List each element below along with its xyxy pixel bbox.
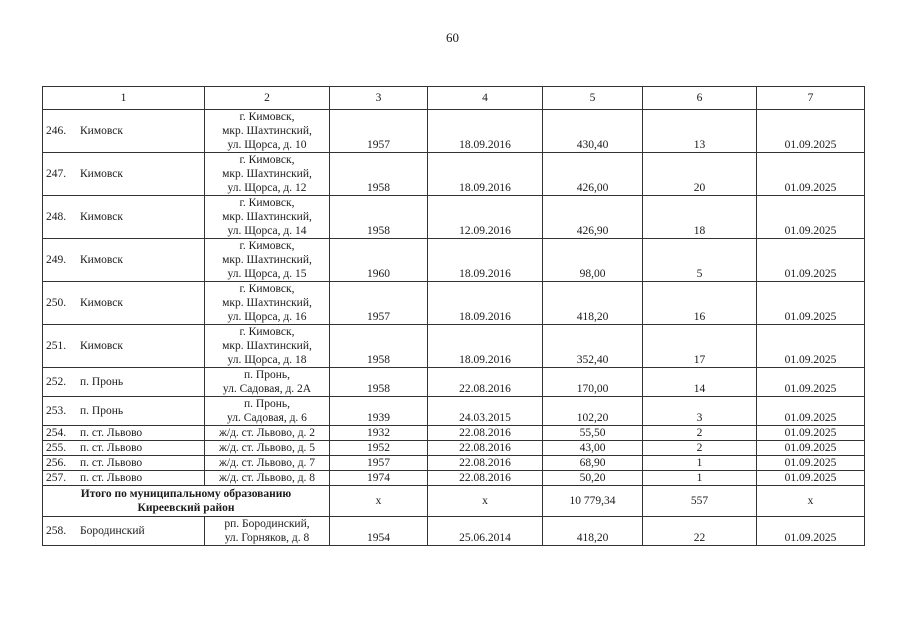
area-cell: 352,40 — [543, 325, 643, 368]
address-cell — [205, 239, 330, 282]
date-cell: 18.09.2016 — [428, 239, 543, 282]
settlement-cell — [43, 282, 205, 325]
column-header: 3 — [330, 87, 428, 110]
date-cell: 12.09.2016 — [428, 196, 543, 239]
address-cell — [205, 368, 330, 397]
year-cell: 1957 — [330, 282, 428, 325]
address-cell — [205, 196, 330, 239]
settlement-cell — [43, 471, 205, 486]
settlement-cell — [43, 110, 205, 153]
date-cell: 18.09.2016 — [428, 110, 543, 153]
address-cell — [205, 471, 330, 486]
settlement-name: п. Пронь — [80, 376, 124, 388]
area-cell: 170,00 — [543, 368, 643, 397]
row-number: 253. — [46, 405, 67, 417]
address-line: мкр. Шахтинский, — [222, 125, 312, 137]
address-line: г. Кимовск, — [239, 326, 295, 338]
date-cell: 18.09.2016 — [428, 153, 543, 196]
date-cell: 22.08.2016 — [428, 368, 543, 397]
count-cell: 2 — [643, 426, 757, 441]
row-number: 247. — [46, 168, 67, 180]
row-number: 250. — [46, 297, 67, 309]
address-cell — [205, 110, 330, 153]
settlement-name: Бородинский — [80, 525, 145, 537]
table-row — [43, 397, 865, 426]
settlement-name: п. ст. Львово — [80, 472, 143, 484]
area-cell: 418,20 — [543, 517, 643, 546]
deadline-cell: 01.09.2025 — [757, 196, 865, 239]
row-number: 248. — [46, 211, 67, 223]
column-header: 1 — [43, 87, 205, 110]
year-cell: 1974 — [330, 471, 428, 486]
address-cell — [205, 325, 330, 368]
area-cell: 43,00 — [543, 441, 643, 456]
table-row — [43, 282, 865, 325]
settlement-name: Кимовск — [80, 168, 123, 180]
count-cell: 1 — [643, 456, 757, 471]
count-cell: 5 — [643, 239, 757, 282]
table-row — [43, 368, 865, 397]
settlement-cell — [43, 397, 205, 426]
year-cell: 1957 — [330, 110, 428, 153]
area-cell: 426,00 — [543, 153, 643, 196]
address-line: ж/д. ст. Львово, д. 7 — [218, 457, 316, 469]
deadline-cell: 01.09.2025 — [757, 441, 865, 456]
address-line: ул. Садовая, д. 2А — [222, 383, 312, 395]
count-cell: 14 — [643, 368, 757, 397]
settlement-cell — [43, 196, 205, 239]
header-row — [43, 87, 865, 110]
date-cell: 25.06.2014 — [428, 517, 543, 546]
deadline-cell: 01.09.2025 — [757, 239, 865, 282]
date-cell: 18.09.2016 — [428, 325, 543, 368]
row-number: 254. — [46, 427, 67, 439]
date-cell: 24.03.2015 — [428, 397, 543, 426]
address-line: п. Пронь, — [244, 369, 290, 381]
year-cell: 1960 — [330, 239, 428, 282]
area-cell: 50,20 — [543, 471, 643, 486]
address-cell — [205, 282, 330, 325]
settlement-name: п. Пронь — [80, 405, 124, 417]
housing-registry-table — [42, 86, 865, 546]
settlement-name: Кимовск — [80, 254, 123, 266]
count-cell: 3 — [643, 397, 757, 426]
deadline-cell: 01.09.2025 — [757, 282, 865, 325]
deadline-cell: 01.09.2025 — [757, 325, 865, 368]
year-cell: 1958 — [330, 368, 428, 397]
area-cell: 426,90 — [543, 196, 643, 239]
settlement-name: Кимовск — [80, 340, 123, 352]
address-cell — [205, 456, 330, 471]
count-cell: 20 — [643, 153, 757, 196]
table-row — [43, 426, 865, 441]
address-line: п. Пронь, — [244, 398, 290, 410]
date-cell: 22.08.2016 — [428, 426, 543, 441]
address-line: ул. Щорса, д. 10 — [227, 139, 307, 151]
deadline-cell: 01.09.2025 — [757, 456, 865, 471]
address-line: ж/д. ст. Львово, д. 2 — [218, 427, 316, 439]
settlement-name: Кимовск — [80, 125, 123, 137]
deadline-cell: 01.09.2025 — [757, 517, 865, 546]
settlement-cell — [43, 426, 205, 441]
table-row — [43, 441, 865, 456]
column-header: 4 — [428, 87, 543, 110]
count-cell: 13 — [643, 110, 757, 153]
row-number: 258. — [46, 525, 67, 537]
area-cell: 68,90 — [543, 456, 643, 471]
count-cell: 18 — [643, 196, 757, 239]
year-cell: 1954 — [330, 517, 428, 546]
address-cell — [205, 517, 330, 546]
year-cell: 1958 — [330, 196, 428, 239]
row-number: 255. — [46, 442, 67, 454]
total-area-cell: 10 779,34 — [543, 486, 643, 517]
total-count-cell: 557 — [643, 486, 757, 517]
table-row — [43, 471, 865, 486]
address-line: г. Кимовск, — [239, 197, 295, 209]
year-cell: 1957 — [330, 456, 428, 471]
count-cell: 16 — [643, 282, 757, 325]
deadline-cell: 01.09.2025 — [757, 110, 865, 153]
settlement-cell — [43, 517, 205, 546]
date-cell: 22.08.2016 — [428, 441, 543, 456]
table-row — [43, 153, 865, 196]
deadline-cell: 01.09.2025 — [757, 153, 865, 196]
address-line: мкр. Шахтинский, — [222, 211, 312, 223]
settlement-cell — [43, 239, 205, 282]
table-row — [43, 517, 865, 546]
address-line: г. Кимовск, — [239, 111, 295, 123]
settlement-cell — [43, 325, 205, 368]
year-cell: 1958 — [330, 153, 428, 196]
column-header: 6 — [643, 87, 757, 110]
total-label-line: Итого по муниципальному образованию — [80, 488, 292, 500]
address-line: ул. Горняков, д. 8 — [224, 532, 310, 544]
settlement-name: п. ст. Львово — [80, 457, 143, 469]
column-header: 5 — [543, 87, 643, 110]
deadline-cell: 01.09.2025 — [757, 397, 865, 426]
total-label-line: Киреевский район — [137, 502, 235, 514]
page-number: 60 — [446, 30, 459, 45]
count-cell: 2 — [643, 441, 757, 456]
address-cell — [205, 153, 330, 196]
row-number: 249. — [46, 254, 67, 266]
settlement-name: п. ст. Львово — [80, 442, 143, 454]
address-line: ул. Щорса, д. 15 — [227, 268, 307, 280]
table-row — [43, 325, 865, 368]
date-cell: 18.09.2016 — [428, 282, 543, 325]
total-row — [43, 486, 865, 517]
settlement-name: Кимовск — [80, 211, 123, 223]
table-body — [43, 110, 865, 546]
year-cell: 1952 — [330, 441, 428, 456]
settlement-cell — [43, 153, 205, 196]
address-line: ул. Щорса, д. 12 — [227, 182, 307, 194]
address-line: ж/д. ст. Львово, д. 5 — [218, 442, 316, 454]
area-cell: 102,20 — [543, 397, 643, 426]
date-cell: 22.08.2016 — [428, 456, 543, 471]
address-line: ул. Садовая, д. 6 — [227, 412, 307, 424]
settlement-name: п. ст. Львово — [80, 427, 143, 439]
year-cell: 1939 — [330, 397, 428, 426]
row-number: 251. — [46, 340, 67, 352]
count-cell: 22 — [643, 517, 757, 546]
total-date-cell: х — [428, 486, 543, 517]
table-row — [43, 239, 865, 282]
total-deadline-cell: х — [757, 486, 865, 517]
deadline-cell: 01.09.2025 — [757, 471, 865, 486]
address-line: мкр. Шахтинский, — [222, 168, 312, 180]
settlement-cell — [43, 368, 205, 397]
address-line: г. Кимовск, — [239, 283, 295, 295]
address-line: мкр. Шахтинский, — [222, 254, 312, 266]
column-header: 2 — [205, 87, 330, 110]
area-cell: 430,40 — [543, 110, 643, 153]
area-cell: 418,20 — [543, 282, 643, 325]
address-line: ул. Щорса, д. 18 — [227, 354, 307, 366]
address-line: ул. Щорса, д. 14 — [227, 225, 307, 237]
settlement-name: Кимовск — [80, 297, 123, 309]
area-cell: 55,50 — [543, 426, 643, 441]
area-cell: 98,00 — [543, 239, 643, 282]
column-header: 7 — [757, 87, 865, 110]
row-number: 246. — [46, 125, 67, 137]
address-line: ул. Щорса, д. 16 — [227, 311, 307, 323]
total-label — [43, 486, 330, 517]
count-cell: 1 — [643, 471, 757, 486]
total-year-cell: х — [330, 486, 428, 517]
year-cell: 1932 — [330, 426, 428, 441]
deadline-cell: 01.09.2025 — [757, 426, 865, 441]
settlement-cell — [43, 456, 205, 471]
address-line: мкр. Шахтинский, — [222, 297, 312, 309]
address-cell — [205, 426, 330, 441]
date-cell: 22.08.2016 — [428, 471, 543, 486]
address-cell — [205, 441, 330, 456]
count-cell: 17 — [643, 325, 757, 368]
address-line: мкр. Шахтинский, — [222, 340, 312, 352]
settlement-cell — [43, 441, 205, 456]
table-row — [43, 110, 865, 153]
address-cell — [205, 397, 330, 426]
table-row — [43, 196, 865, 239]
row-number: 252. — [46, 376, 67, 388]
row-number: 257. — [46, 472, 67, 484]
address-line: ж/д. ст. Львово, д. 8 — [218, 472, 316, 484]
deadline-cell: 01.09.2025 — [757, 368, 865, 397]
address-line: рп. Бородинский, — [224, 518, 310, 530]
year-cell: 1958 — [330, 325, 428, 368]
table-row — [43, 456, 865, 471]
address-line: г. Кимовск, — [239, 154, 295, 166]
row-number: 256. — [46, 457, 67, 469]
address-line: г. Кимовск, — [239, 240, 295, 252]
